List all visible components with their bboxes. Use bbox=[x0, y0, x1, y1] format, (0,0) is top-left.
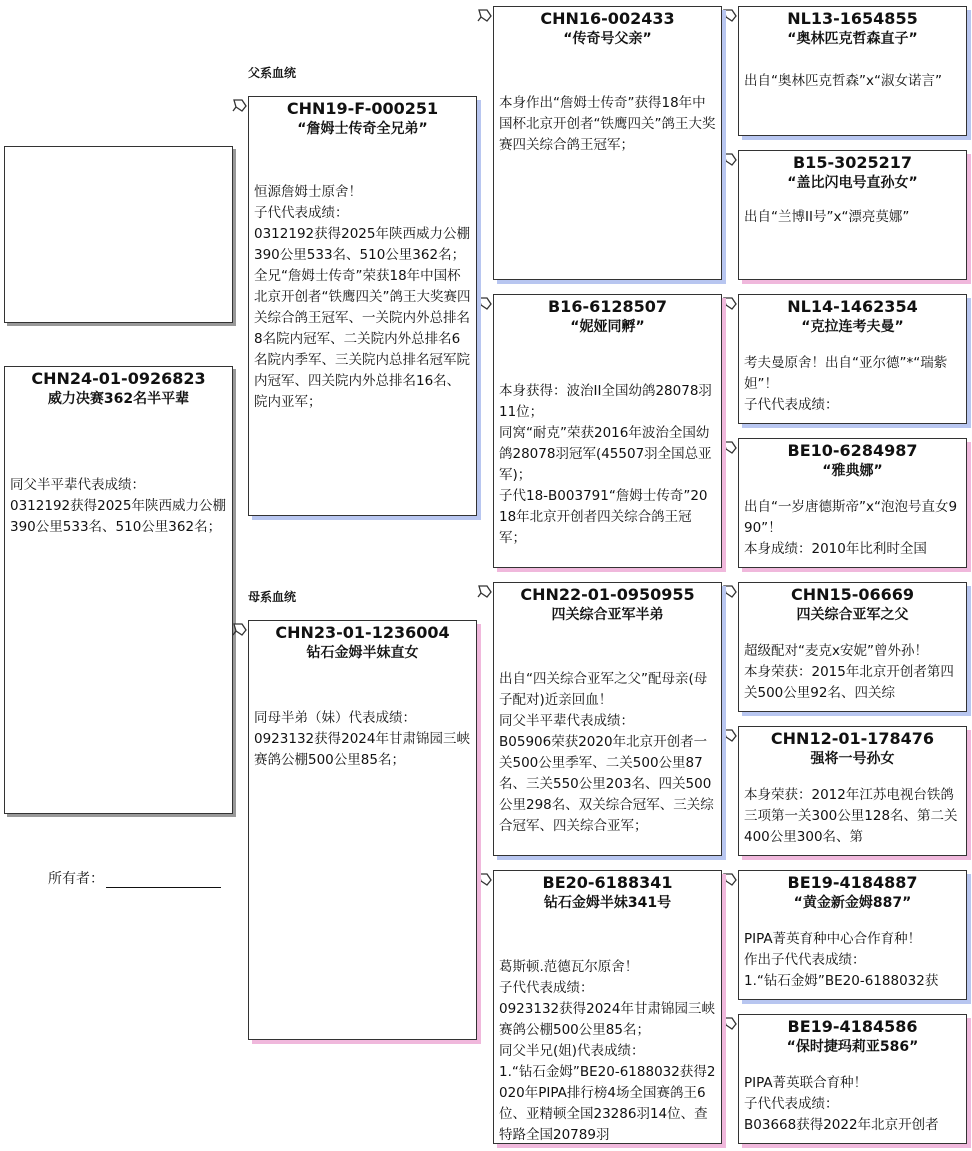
dds-card bbox=[738, 870, 967, 1000]
dsd-card bbox=[738, 726, 967, 856]
ss-card bbox=[493, 6, 722, 280]
pin-icon bbox=[722, 1015, 738, 1031]
sire-desc: 恒源詹姆士原舍！ 子代代表成绩： 0312192获得2025年陕西威力公棚390公里533名、510公里362名； 全兄“詹姆士传奇”荣获18年中国杯北京开创者“铁鹰四关”鸽王大奖赛四关综合鸽王冠军、一关院内外总排名8名院内冠军、二关院内外总排名6名院内季军、三关院内总排名冠军院内冠军、四关院内外总排名16名、院内亚军； bbox=[254, 184, 471, 410]
sds-ring: NL14-1462354 bbox=[787, 297, 918, 316]
sdd-ring: BE10-6284987 bbox=[787, 441, 918, 460]
dd-desc: 葛斯顿.范德瓦尔原舍！ 子代代表成绩： 0923132获得2024年甘肃锦园三峡赛鸽公棚500公里85名； 同父半兄(姐)代表成绩： 1.“钻石金姆”BE20-6188032获得2020年PIPA排行榜4场全国赛鸽王6位、亚精顿全国23286羽14位、查特路全国20789羽 bbox=[499, 959, 716, 1143]
dds-desc: PIPA菁英育种中心合作育种！ 作出子代代表成绩： 1.“钻石金姆”BE20-6188032获 bbox=[744, 931, 939, 989]
dsd-desc: 本身荣获：2012年江苏电视台铁鸽三项第一关300公里128名、第二关400公里300名、第 bbox=[744, 787, 958, 845]
ssd-name: “盖比闪电号直孙女” bbox=[787, 175, 918, 191]
dd-card bbox=[493, 870, 722, 1144]
sds-name: “克拉连考夫曼” bbox=[801, 319, 904, 335]
sdd-name: “雅典娜” bbox=[822, 463, 883, 479]
pin-icon bbox=[477, 7, 493, 23]
dss-desc: 超级配对“麦克x安妮”曾外孙！ 本身荣获：2015年北京开创者第四关500公里92名、四关综 bbox=[744, 643, 954, 701]
pin-icon bbox=[477, 583, 493, 599]
ssd-card bbox=[738, 150, 967, 280]
pin-icon bbox=[722, 295, 738, 311]
pin-icon bbox=[722, 727, 738, 743]
dsd-ring: CHN12-01-178476 bbox=[770, 729, 935, 748]
sdd-card bbox=[738, 438, 967, 568]
sd-card bbox=[493, 294, 722, 568]
sss-card bbox=[738, 6, 967, 136]
sss-ring: NL13-1654855 bbox=[787, 9, 918, 28]
ss-name: “传奇号父亲” bbox=[563, 31, 652, 47]
pin-icon bbox=[232, 97, 248, 113]
subject-name: 威力决赛362名半平辈 bbox=[47, 391, 190, 407]
dss-ring: CHN15-06669 bbox=[790, 585, 915, 604]
pin-icon bbox=[477, 871, 493, 887]
dss-name: 四关综合亚军之父 bbox=[796, 607, 909, 623]
sd-ring: B16-6128507 bbox=[547, 297, 668, 316]
dam-card bbox=[248, 620, 477, 1040]
dss-card bbox=[738, 582, 967, 712]
dd-name: 钻石金姆半妹341号 bbox=[543, 895, 672, 911]
subject-desc: 同父半平辈代表成绩： 0312192获得2025年陕西威力公棚390公里533名、510公里362名； bbox=[10, 477, 226, 535]
ssd-desc: 出自“兰博II号”x“漂亮莫娜” bbox=[744, 209, 910, 225]
ds-desc: 出自“四关综合亚军之父”配母亲(母子配对)近亲回血！ 同父半平辈代表成绩： B05906荣获2020年北京开创者一关500公里季军、二关500公里87名、三关550公里203名、四关500公里298名、双关综合冠军、三关综合冠军、四关综合亚军； bbox=[499, 671, 714, 834]
dam-name: 钻石金姆半妹直女 bbox=[306, 645, 419, 661]
photo-frame bbox=[4, 146, 233, 323]
sss-name: “奥林匹克哲森直子” bbox=[787, 31, 918, 47]
owner-label: 所有者： bbox=[48, 871, 104, 887]
subject-ring: CHN24-01-0926823 bbox=[31, 369, 206, 388]
pin-icon bbox=[722, 151, 738, 167]
dam-line-label: 母系血统 bbox=[248, 590, 297, 604]
pin-icon bbox=[722, 7, 738, 23]
pin-icon bbox=[232, 621, 248, 637]
sire-card bbox=[248, 96, 477, 516]
owner-line bbox=[106, 873, 221, 888]
sd-name: “妮娅同孵” bbox=[570, 319, 645, 335]
ddd-ring: BE19-4184586 bbox=[787, 1017, 918, 1036]
dam-desc: 同母半弟（妹）代表成绩： 0923132获得2024年甘肃锦园三峡赛鸽公棚500公里85名； bbox=[254, 710, 470, 768]
pin-icon bbox=[722, 583, 738, 599]
ss-desc: 本身作出“詹姆士传奇”获得18年中国杯北京开创者“铁鹰四关”鸽王大奖赛四关综合鸽王冠军； bbox=[499, 95, 716, 153]
pin-icon bbox=[722, 439, 738, 455]
dds-ring: BE19-4184887 bbox=[787, 873, 918, 892]
ddd-name: “保时捷玛莉亚586” bbox=[786, 1039, 919, 1055]
ds-name: 四关综合亚军半弟 bbox=[551, 607, 664, 623]
sire-name: “詹姆士传奇全兄弟” bbox=[297, 121, 428, 137]
sds-card bbox=[738, 294, 967, 424]
dd-ring: BE20-6188341 bbox=[542, 873, 673, 892]
dds-name: “黄金新金姆887” bbox=[793, 895, 912, 911]
ddd-card bbox=[738, 1014, 967, 1144]
sss-desc: 出自“奥林匹克哲森”x“淑女诺言” bbox=[744, 73, 942, 89]
subject-card bbox=[4, 366, 233, 814]
pin-icon bbox=[722, 871, 738, 887]
sire-line-label: 父系血统 bbox=[248, 66, 297, 80]
sd-desc: 本身获得：波治II全国幼鸽28078羽11位； 同窝“耐克”荣获2016年波治全国幼鸽28078羽冠军(45507羽全国总亚军)； 子代18-B003791“詹姆士传奇”2018年北京开创者四关综合鸽王冠军； bbox=[499, 383, 712, 546]
ssd-ring: B15-3025217 bbox=[792, 153, 913, 172]
ddd-desc: PIPA菁英联合育种！ 子代代表成绩： B03668获得2022年北京开创者 bbox=[744, 1075, 939, 1133]
sdd-desc: 出自“一岁唐德斯帝”x“泡泡号直女990”！ 本身成绩：2010年比利时全国 bbox=[744, 499, 958, 557]
dam-ring: CHN23-01-1236004 bbox=[275, 623, 450, 642]
dsd-name: 强将一号孙女 bbox=[810, 751, 895, 767]
sire-ring: CHN19-F-000251 bbox=[286, 99, 439, 118]
ss-ring: CHN16-002433 bbox=[540, 9, 675, 28]
owner-field bbox=[48, 868, 221, 888]
sds-desc: 考夫曼原舍！出自“亚尔德”*“瑞紫妲”！ 子代代表成绩： bbox=[744, 355, 948, 413]
ds-card bbox=[493, 582, 722, 856]
pin-icon bbox=[477, 295, 493, 311]
ds-ring: CHN22-01-0950955 bbox=[520, 585, 695, 604]
